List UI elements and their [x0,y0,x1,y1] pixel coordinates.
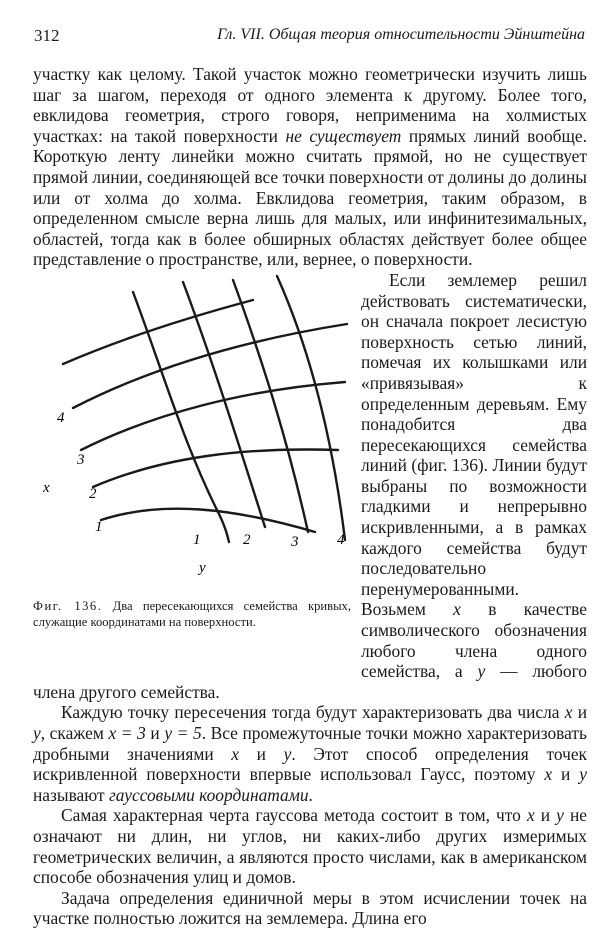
running-title: Гл. VII. Общая теория относительности Эйнштейна [217,26,585,43]
y-family-label-3: 3 [291,533,299,550]
x-family-label-3: 3 [77,451,85,468]
x-family-label-4: 4 [57,409,65,426]
emphasis: y [556,805,564,826]
paragraph-4 [33,805,587,887]
emphasis: y [33,723,41,743]
text-run: Если землемер решил действовать систематически, он сначала покроет лесистую поверхность сетью линий, помечая их колышками или «привязывая» к определенным деревьям. Ему понадобится два пересекающихся семейства линий (фиг. 136). Линии будут выбраны по возможности гладкими и непрерывно искривленными, а в рамках каждого семейства будут последовательно перенумерованными. Возьмем [361,269,587,620]
page-number: 312 [34,26,60,45]
text-run: в качестве символического обозначения любого члена одного семейства, а [361,599,587,682]
text-run: участку как целому. Такой участок можно геометрически изучить лишь шаг за шагом, переходя от одного элемента к другому. Более того, евклидова геометрия, строго говоря, неприменима на холмистых участках: на такой поверхности [33,64,587,146]
y-family-label-2: 2 [243,531,251,548]
y-family-label-4: 4 [337,531,345,548]
text-run: называют [33,784,109,805]
paragraph-3 [33,702,587,805]
emphasis: не существует [285,125,402,146]
x-curve-3 [81,382,345,450]
x-curve-1 [101,509,315,532]
emphasis: y [283,743,292,764]
x-curve-5 [63,300,253,364]
emphasis: y [579,764,587,785]
figure-caption [33,598,351,630]
x-family-label-2: 2 [89,485,97,502]
text-run: прямых линий вообще. Короткую ленту линейки можно считать прямой, но не существует прямой линии, соединяющей все точки поверхности от долины до долины или от холма до холма. Евклидова геометрия, таким образом, в определенном смысле верна лишь для малых, или инфинитезимальных, областей, тогда как в более обширных областях действует более общее представление о пространстве, или, вернее, о поверхности. [33,125,587,270]
emphasis: гауссовыми координатами [109,784,309,805]
emphasis: x [564,702,573,723]
equation: y = 5 [164,723,202,743]
text-run: и [239,743,284,764]
y-family-label-1: 1 [193,531,201,548]
y-curve-3 [233,280,308,532]
text-run: — любого члена другого семейства. [33,661,587,702]
caption-label: Фиг. 136. [33,598,103,613]
main-text [33,64,587,929]
text-run: и [145,723,165,743]
text-run: , скажем [40,723,109,743]
text-run: . Этот способ определения точек искривленной поверхности впервые использовал Гаусс, поэтому [33,743,587,785]
coordinate-grid-diagram [33,272,351,594]
emphasis: y [477,661,486,682]
text-run: . [308,784,313,805]
y-curve-2 [183,282,265,527]
x-curve-4 [73,324,347,408]
text-run: и [552,764,580,785]
paragraph-5 [33,888,587,929]
paragraph-1 [33,64,587,270]
text-run: . Все промежуточные точки можно характеризовать дробными значениями [33,723,587,764]
y-axis-label: y [199,559,206,576]
text-run: и [534,805,557,826]
figure-136 [33,272,351,670]
emphasis: x [544,764,553,785]
x-curve-2 [93,449,338,487]
page-header [34,26,585,48]
text-run: Каждую точку пересечения тогда будут характеризовать два числа [61,702,565,723]
emphasis: x [453,599,461,620]
y-curve-1 [133,292,229,542]
y-curve-4 [277,276,345,540]
emphasis: x [231,743,240,764]
text-run: Задача определения единичной меры в этом исчислении точек на участке полностью ложится на землемера. Длина его [33,887,587,929]
text-run: и [572,702,588,723]
text-run: Самая характерная черта гауссова метода состоит в том, что [61,805,527,826]
text-run: не означают ни длин, ни углов, ни каких-либо других измеримых геометрических величин, а являются просто числами, как в американском способе обозначения улиц и домов. [33,805,587,888]
x-axis-label: x [43,479,50,496]
x-family-label-1: 1 [95,518,103,535]
caption-text: Два пересекающихся семейства кривых, служащие координатами на поверхности. [33,598,351,629]
equation: x = 3 [108,723,146,743]
emphasis: x [526,805,535,826]
